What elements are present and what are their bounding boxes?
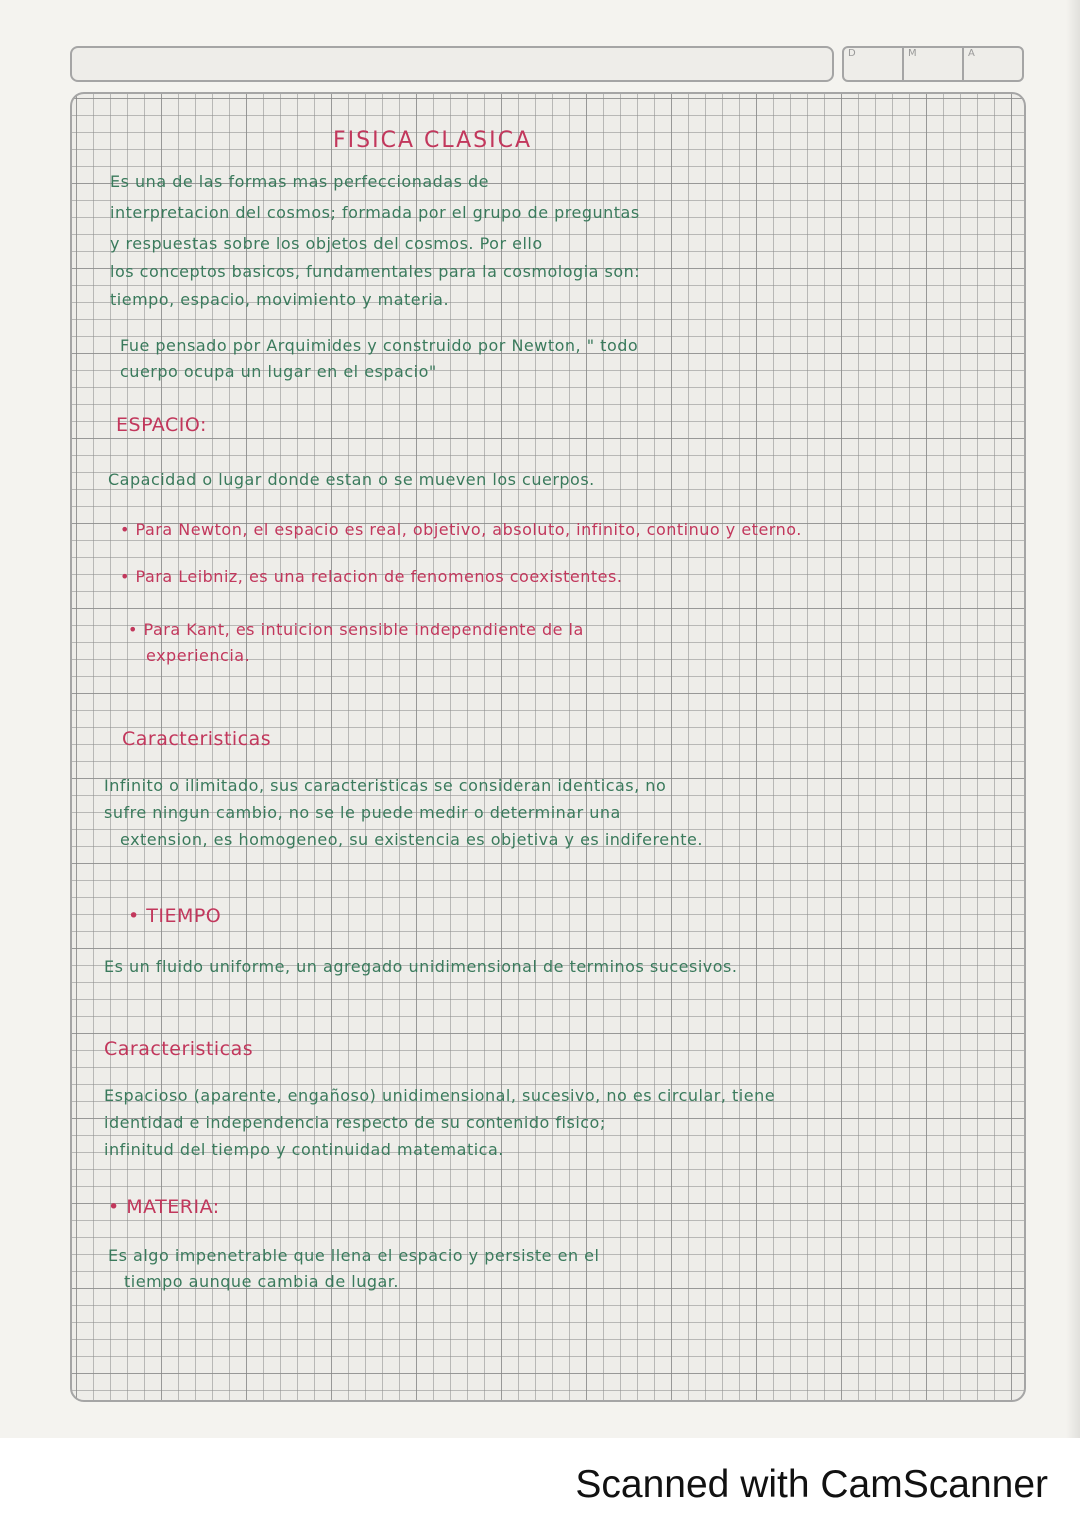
espacio-bullet-kant: • Para Kant, es intuicion sensible independiente de la <box>128 620 584 639</box>
espacio-characteristics-line-3: extension, es homogeneo, su existencia es objetiva y es indiferente. <box>120 830 703 849</box>
intro-line-4: los conceptos basicos, fundamentales para la cosmologia son: <box>110 262 641 281</box>
materia-definition-line-2: tiempo aunque cambia de lugar. <box>124 1272 399 1291</box>
espacio-characteristics-heading: Caracteristicas <box>122 728 272 750</box>
date-label-month: M <box>908 48 917 59</box>
intro-line-1: Es una de las formas mas perfeccionadas de <box>110 172 490 191</box>
date-label-day: D <box>848 48 856 59</box>
archimedes-line-1: Fue pensado por Arquimides y construido por Newton, " todo <box>120 336 639 355</box>
espacio-characteristics-line-2: sufre ningun cambio, no se le puede medir o determinar una <box>104 803 621 822</box>
espacio-bullet-newton: • Para Newton, el espacio es real, objetivo, absoluto, infinito, continuo y eterno. <box>120 520 802 539</box>
espacio-characteristics-line-1: Infinito o ilimitado, sus caracteristicas se consideran identicas, no <box>104 776 667 795</box>
espacio-bullet-kant-cont: experiencia. <box>146 646 251 665</box>
tiempo-characteristics-line-1: Espacioso (aparente, engañoso) unidimensional, sucesivo, no es circular, tiene <box>104 1086 776 1105</box>
intro-line-2: interpretacion del cosmos; formada por el grupo de preguntas <box>110 203 640 222</box>
date-cell-day <box>844 48 904 80</box>
espacio-bullet-leibniz: • Para Leibniz, es una relacion de fenomenos coexistentes. <box>120 567 623 586</box>
espacio-definition: Capacidad o lugar donde estan o se mueven los cuerpos. <box>108 470 595 489</box>
intro-line-5: tiempo, espacio, movimiento y materia. <box>110 290 450 309</box>
materia-definition-line-1: Es algo impenetrable que llena el espacio y persiste en el <box>108 1246 600 1265</box>
page-title: FISICA CLASICA <box>333 128 533 153</box>
archimedes-line-2: cuerpo ocupa un lugar en el espacio" <box>120 362 437 381</box>
intro-line-3: y respuestas sobre los objetos del cosmos. Por ello <box>110 234 543 253</box>
date-box <box>842 46 1024 82</box>
tiempo-characteristics-line-3: infinitud del tiempo y continuidad matematica. <box>104 1140 504 1159</box>
tiempo-characteristics-heading: Caracteristicas <box>104 1038 254 1060</box>
date-cell-year <box>964 48 1022 80</box>
tiempo-definition: Es un fluido uniforme, un agregado unidimensional de terminos sucesivos. <box>104 957 738 976</box>
tiempo-heading: • TIEMPO <box>128 905 222 927</box>
camscanner-watermark: Scanned with CamScanner <box>575 1463 1048 1506</box>
espacio-heading: ESPACIO: <box>116 414 207 436</box>
header-strip <box>70 46 834 82</box>
date-cell-month <box>904 48 964 80</box>
tiempo-characteristics-line-2: identidad e independencia respecto de su contenido fisico; <box>104 1113 606 1132</box>
page-edge-shadow <box>1066 0 1080 1438</box>
materia-heading: • MATERIA: <box>108 1196 220 1218</box>
date-label-year: A <box>968 48 975 59</box>
